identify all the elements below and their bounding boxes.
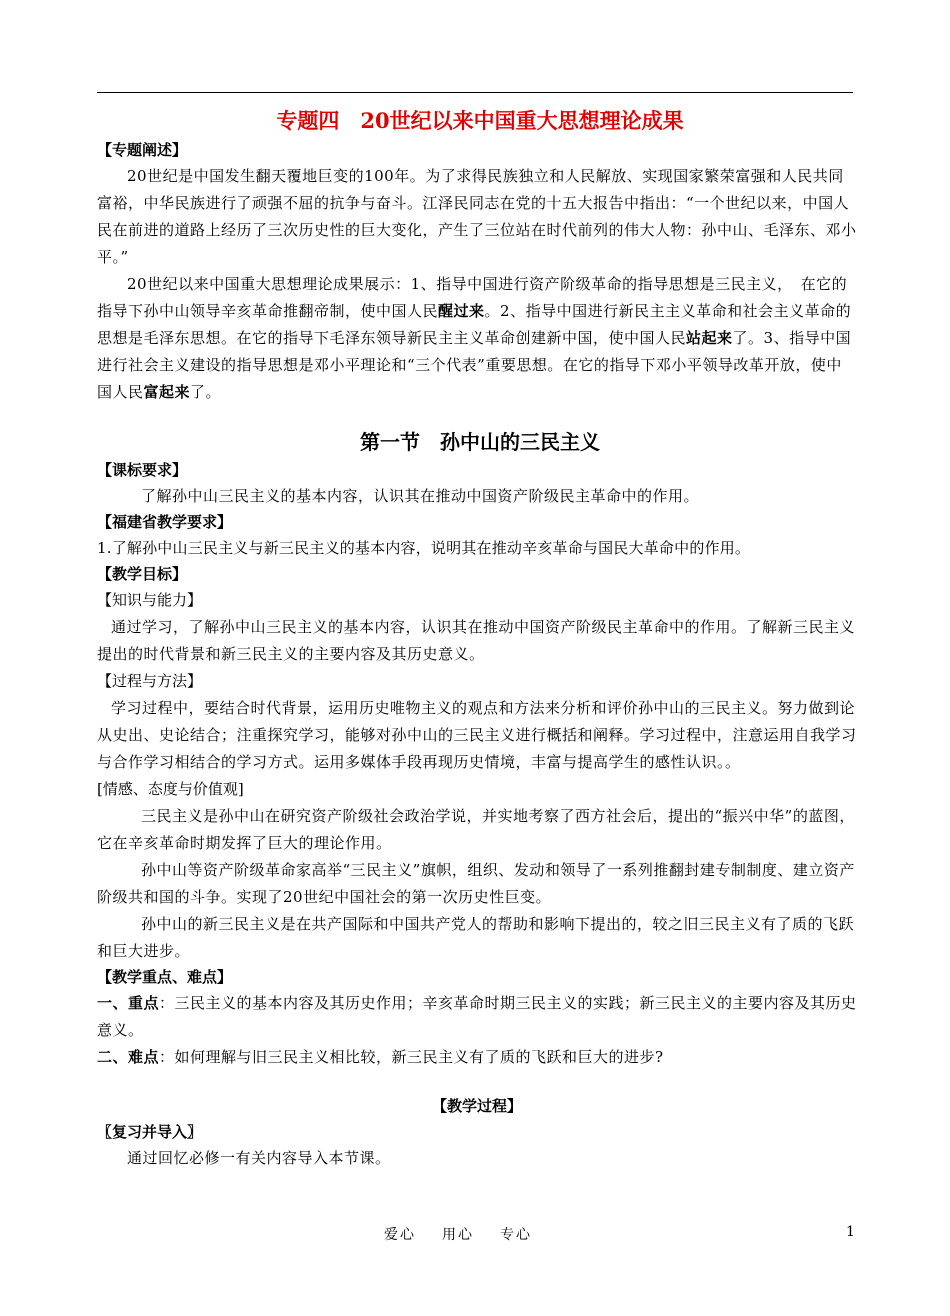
process-label: 【过程与方法】 [97, 672, 203, 690]
values-label: [情感、态度与价值观] [97, 780, 244, 798]
document-body [97, 104, 857, 1172]
intro-p2-part-a: 20世纪以来中国重大思想理论成果展示：1、指导中国进行资产阶级革命的指导思想是三民主义， 在它的指导下孙中山领导辛亥革命推翻帝制，使中国人民 [97, 275, 848, 320]
footer-word-2: 用心 [442, 1227, 474, 1243]
key-point-2 [97, 1044, 857, 1071]
key-point-1 [97, 990, 857, 1044]
key-points-heading: 【教学重点、难点】 [97, 968, 233, 986]
values-paragraph-1: 三民主义是孙中山在研究资产阶级社会政治学说，并实地考察了西方社会后，提出的“振兴中华”的蓝图，它在辛亥革命时期发挥了巨大的理论作用。 [97, 807, 855, 852]
page-number: 1 [846, 1224, 855, 1240]
section-title: 第一节 孙中山的三民主义 [360, 430, 600, 454]
process-heading: 【教学过程】 [431, 1097, 522, 1115]
intro-p2-bold-2: 站起来 [686, 329, 733, 347]
key-point-2-text: ：如何理解与旧三民主义相比较，新三民主义有了质的飞跃和巨大的进步? [159, 1048, 664, 1066]
intro-p2-bold-1: 醒过来 [438, 302, 485, 320]
review-text: 通过回忆必修一有关内容导入本节课。 [127, 1149, 391, 1167]
values-paragraph-2: 孙中山等资产阶级革命家高举“三民主义”旗帜，组织、发动和领导了一系列推翻封建专制制度、建立资产阶级共和国的斗争。实现了20世纪中国社会的第一次历史性巨变。 [97, 861, 855, 906]
intro-p2-part-d: 了。3、指导中国进行社会主义建设的指导思想是邓小平理论和“三个代表”重要思想。在它的指导下邓小平领导改革开放，使中国人民 [97, 329, 852, 401]
intro-heading: 【专题阐述】 [97, 141, 188, 159]
fujian-text: 1.了解孙中山三民主义与新三民主义的基本内容，说明其在推动辛亥革命与国民大革命中的作用。 [97, 539, 751, 557]
header-rule [97, 92, 853, 93]
standard-heading: 【课标要求】 [97, 461, 188, 479]
intro-p2-part-e: 了。 [190, 383, 222, 401]
footer-motto [384, 1224, 554, 1244]
review-heading: 〖复习并导入〗 [97, 1123, 203, 1141]
values-paragraph-3: 孙中山的新三民主义是在共产国际和中国共产党人的帮助和影响下提出的，较之旧三民主义有了质的飞跃和巨大进步。 [97, 915, 855, 960]
intro-paragraph-2 [97, 271, 857, 406]
topic-title: 专题四 20世纪以来中国重大思想理论成果 [276, 108, 684, 133]
key-point-1-text: ：三民主义的基本内容及其历史作用；辛亥革命时期三民主义的实践；新三民主义的主要内容及其历史意义。 [97, 994, 857, 1039]
standard-text: 了解孙中山三民主义的基本内容，认识其在推动中国资产阶级民主革命中的作用。 [141, 487, 700, 505]
fujian-heading: 【福建省教学要求】 [97, 513, 233, 531]
intro-paragraph-1: 20世纪是中国发生翻天覆地巨变的100年。为了求得民族独立和人民解放、实现国家繁荣富强和人民共同富裕，中华民族进行了顽强不屈的抗争与奋斗。江泽民同志在党的十五大报告中指出：“一个世纪以来，中国人民在前进的道路上经历了三次历史性的巨大变化，产生了三位站在时代前列的伟大人物：孙中山、毛泽东、邓小平。” [97, 167, 857, 266]
key-point-1-label: 一、重点 [97, 994, 160, 1012]
goals-heading: 【教学目标】 [97, 565, 188, 583]
footer-word-1: 爱心 [384, 1227, 416, 1243]
process-text: 学习过程中，要结合时代背景，运用历史唯物主义的观点和方法来分析和评价孙中山的三民主义。努力做到论从史出、史论结合；注重探究学习，能够对孙中山的三民主义进行概括和阐释。学习过程中，注意运用自我学习与合作学习相结合的学习方式。运用多媒体手段再现历史情境，丰富与提高学生的感性认识。。 [97, 699, 857, 771]
intro-p2-part-c: 。2、指导中国进行新民主主义革命和社会主义革命的思想是毛泽东思想。在它的指导下毛泽东领导新民主主义革命创建新中国，使中国人民 [97, 302, 852, 347]
knowledge-label: 【知识与能力】 [97, 591, 203, 609]
footer-word-3: 专心 [500, 1227, 532, 1243]
intro-p2-bold-3: 富起来 [143, 383, 191, 401]
key-point-2-label: 二、难点 [97, 1048, 160, 1066]
knowledge-text: 通过学习，了解孙中山三民主义的基本内容，认识其在推动中国资产阶级民主革命中的作用。了解新三民主义提出的时代背景和新三民主义的主要内容及其历史意义。 [97, 618, 856, 663]
